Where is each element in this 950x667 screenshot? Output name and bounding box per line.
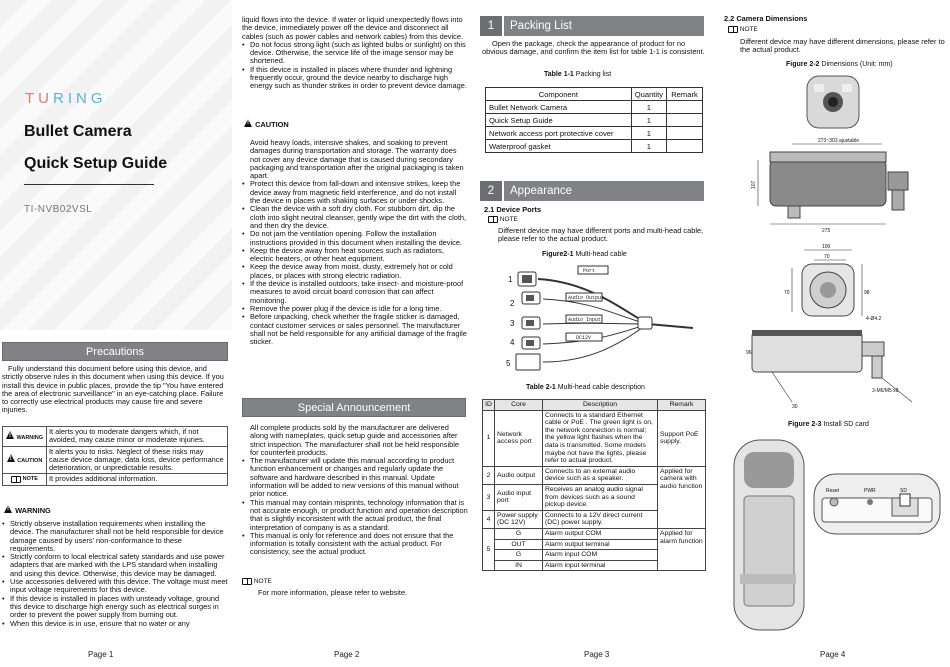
- precautions-banner: Precautions: [2, 342, 228, 361]
- caption-label: Figure2-1: [542, 251, 574, 258]
- signal-text: It alerts you to risks. Neglect of these risks may cause device damage, data loss, device performance deterioration, or unpredictable results.: [47, 446, 228, 474]
- list-item: All complete products sold by the manufacturer are delivered along with nameplates, quick setup guide and accessories after strict inspection. The manufacturer shall not be held responsible for counterfeit products.: [250, 423, 459, 457]
- section-header-packing-list: [480, 16, 704, 36]
- list-item: • When this device is in use, ensure that no water or any: [2, 620, 228, 628]
- warning-heading-text: WARNING: [15, 506, 51, 515]
- packing-list-table: [485, 87, 703, 153]
- caution-heading: [244, 119, 289, 129]
- list-item: • Strictly conform to local electrical safety standards and use power adapters that are marked with the LPS standard when installing and using this device. Otherwise, this device may be damaged.: [2, 553, 228, 578]
- table-cell: 4: [483, 510, 495, 528]
- list-item: • Keep the device away from moist, dusty, extremely hot or cold places, or places with strong electric radiation.: [242, 263, 468, 280]
- note-heading: [242, 578, 272, 585]
- multi-head-cable-diagram: [498, 262, 698, 374]
- caution-heading-text: CAUTION: [255, 120, 289, 129]
- column-header: Description: [543, 400, 658, 411]
- column-header: Core: [495, 400, 543, 411]
- list-item: • If this device is installed in places where thunder and lightning frequently occur, ground the device nearby to discharge high energy such as thunder strikes in order to prevent device damage.: [242, 66, 468, 91]
- dimension-label: 70: [784, 290, 790, 296]
- signal-row-note: [3, 474, 228, 485]
- table-row: [483, 528, 706, 539]
- list-item: • If the device is installed outdoors, take insect- and moisture-proof measures to avoid circuit board corrosion that can affect monitoring.: [242, 280, 468, 305]
- signal-label: NOTE: [22, 476, 38, 483]
- page-number: Page 2: [334, 650, 360, 659]
- figure-caption: [786, 61, 893, 68]
- table-cell: [667, 114, 703, 127]
- list-item: • Remove the power plug if the device is idle for a long time.: [242, 305, 468, 313]
- table-cell: Receives an analog audio signal from devices such as a sound pickup device.: [543, 484, 658, 510]
- table-cell: Network access port: [495, 410, 543, 466]
- signal-label-cell: [3, 474, 47, 485]
- column-header: Component: [486, 88, 632, 101]
- page-1: [0, 0, 232, 667]
- warning-list: [2, 520, 228, 628]
- list-item: • Strictly observe installation requirements when installing the device. The manufacturer shall not be held responsible for device damage caused by users' non-conformance to these requirements.: [2, 520, 228, 553]
- cable-label: Audio Output: [568, 295, 605, 301]
- special-announcement-banner: Special Announcement: [242, 398, 466, 417]
- table-cell: IN: [495, 560, 543, 571]
- note-label: NOTE: [253, 578, 272, 586]
- section-number: 1: [480, 16, 504, 36]
- precautions-intro: Fully understand this document before using this device, and strictly observe rules in this document when using this device. If you install this device in public places, provide the tip "You have entered the area of electronic surveillance" in an eye-catching place. Failure to correctly use electrical products may cause fire and severe injuries.: [2, 364, 224, 415]
- signal-word-table: [2, 426, 228, 486]
- note-label: NOTE: [499, 216, 518, 224]
- table-cell: 3: [483, 484, 495, 510]
- caption-label: Figure 2-2: [786, 61, 820, 68]
- signal-label: WARNING: [16, 434, 44, 441]
- signal-text: It alerts you to moderate dangers which, if not avoided, may cause minor or moderate injuries.: [47, 427, 228, 447]
- special-announcement-list: [242, 424, 468, 557]
- table-cell: Power supply (DC 12V): [495, 510, 543, 528]
- note-label: NOTE: [739, 26, 758, 34]
- figure-caption: [542, 251, 627, 258]
- table-row: [483, 466, 706, 484]
- sd-panel-label: SD: [900, 488, 907, 494]
- table-row: [483, 410, 706, 466]
- cable-number: 1: [508, 275, 513, 284]
- caption-text: Multi-head cable description: [555, 384, 645, 391]
- table-cell: Alarm output terminal: [543, 539, 658, 550]
- column-header: ID: [483, 400, 495, 411]
- packing-intro: Open the package, check the appearance of product for no obvious damage, and confirm the item list for table 1-1 is consistent.: [482, 39, 705, 57]
- page-number: Page 1: [88, 650, 114, 659]
- list-item: Avoid heavy loads, intensive shakes, and soaking to prevent damages during transportation and storage. The warranty does not cover any device damage that is caused during secondary packaging and transportation after the original packaging is taken apart.: [250, 138, 464, 181]
- table-cell: Support PoE supply.: [658, 410, 706, 466]
- model-number: TI-NVB02VSL: [24, 204, 93, 215]
- cable-label: DC12V: [576, 335, 592, 341]
- figure-caption: [788, 421, 869, 428]
- dimension-label: 273~303 ajustable: [818, 138, 860, 144]
- table-row: [486, 140, 703, 153]
- table-cell: G: [495, 550, 543, 561]
- table-cell: 1: [631, 140, 666, 153]
- table-cell: 5: [483, 528, 495, 570]
- sd-card: [900, 494, 910, 506]
- list-item: • Do not jam the ventilation opening. Follow the installation instructions provided in this document when installing the device.: [242, 230, 468, 247]
- table-cell: Connects to a 12V direct current (DC) power supply.: [543, 510, 658, 528]
- list-item: • Do not focus strong light (such as lighted bulbs or sunlight) on this device. Otherwise, the service life of the image sensor may be shortened.: [242, 41, 468, 66]
- cable-label: Port: [583, 268, 596, 274]
- section-title: Packing List: [510, 20, 573, 32]
- signal-row-warning: [3, 427, 228, 447]
- column-header: Remark: [667, 88, 703, 101]
- table-cell: Applied for alarm function: [658, 528, 706, 570]
- table-caption: [526, 384, 645, 391]
- brand-logo-rest: RING: [53, 90, 107, 107]
- table-cell: [667, 140, 703, 153]
- dimension-label: 275: [822, 228, 831, 234]
- alarm-terminal-block: [516, 354, 540, 370]
- table-cell: Connects to an external audio device such as a speaker.: [543, 466, 658, 484]
- note-heading: [488, 216, 518, 223]
- caption-text: Dimensions (Unit: mm): [819, 61, 893, 68]
- table-cell: 1: [483, 410, 495, 466]
- table-cell: 1: [631, 101, 666, 114]
- sd-card-install-drawing: [730, 434, 945, 640]
- list-item: • This manual may contain misprints, technology information that is not accurate enough, or product function and operation description that is slightly inconsistent with the actual product, the final interpretation of company is as a standard.: [242, 499, 468, 532]
- title-rule: [24, 184, 154, 185]
- brand-logo: [25, 90, 107, 107]
- list-item: • This manual is only for reference and does not ensure that the information is totally consistent with the actual product. For consistency, see the actual product.: [242, 532, 468, 557]
- section-header-appearance: [480, 181, 704, 201]
- note-icon: [728, 26, 738, 33]
- table-header-row: [486, 88, 703, 101]
- camera-dimension-drawing: [746, 72, 922, 412]
- list-item: • If this device is installed in places with unsteady voltage, ground this device to discharge high energy such as electrical surges in order to prevent the power supply from burning out.: [2, 595, 228, 620]
- caption-label: Table 1-1: [544, 71, 574, 78]
- list-item: • The manufacturer will update this manual according to product function enhancement or changes and regularly update the software and hardware described in this manual. Update information will be added to new versions of this manual without prior notice.: [242, 457, 468, 498]
- subsection-heading: 2.2 Camera Dimensions: [724, 14, 808, 23]
- table-cell: Bullet Network Camera: [486, 101, 632, 114]
- dimension-label: 107: [751, 180, 757, 189]
- warning-list-continued: [242, 16, 468, 91]
- cable-label: Audio Input: [568, 317, 602, 323]
- camera-front-view: [807, 76, 859, 128]
- table-cell: Audio input port: [495, 484, 543, 510]
- caption-text: Install SD card: [821, 421, 869, 428]
- note-icon: [11, 476, 21, 483]
- table-cell: 1: [631, 127, 666, 140]
- cable-number: 3: [510, 319, 515, 328]
- warning-heading: [4, 505, 51, 515]
- dimension-label: 4-Ø4.2: [866, 316, 882, 322]
- page-number: Page 3: [584, 650, 610, 659]
- list-item: • Clean the device with a soft dry cloth. For stubborn dirt, dip the cloth into slight neutral cleanser, gently wipe the dirt with the cloth, and then dry the device.: [242, 205, 468, 230]
- signal-row-caution: [3, 446, 228, 474]
- table-cell: Alarm input COM: [543, 550, 658, 561]
- warning-icon: [6, 431, 15, 439]
- table-caption: [544, 71, 611, 78]
- section-title: Appearance: [510, 185, 573, 197]
- column-header: Remark: [658, 400, 706, 411]
- sd-card-panel: [814, 474, 940, 534]
- caption-text: Multi-head cable: [573, 251, 627, 258]
- caution-icon: [244, 119, 253, 127]
- page-2: [238, 0, 470, 667]
- table-cell: Quick Setup Guide: [486, 114, 632, 127]
- table-cell: Audio output: [495, 466, 543, 484]
- table-cell: Alarm input terminal: [543, 560, 658, 571]
- dimension-label: 100: [822, 244, 831, 250]
- dimension-label: 30: [792, 404, 798, 410]
- page-3: [480, 0, 712, 667]
- table-cell: [667, 101, 703, 114]
- brand-logo-prefix: TU: [25, 90, 53, 107]
- section-number: 2: [480, 181, 504, 201]
- caution-list: [242, 139, 468, 346]
- note-icon: [488, 216, 498, 223]
- sd-panel-label: PWR: [864, 488, 876, 494]
- caption-label: Figure 2-3: [788, 421, 822, 428]
- note-icon: [242, 578, 252, 585]
- page-number: Page 4: [820, 650, 846, 659]
- caption-label: Table 2-1: [526, 384, 556, 391]
- cable-number: 5: [506, 359, 511, 368]
- camera-side-view: [758, 144, 908, 224]
- column-header: Quantity: [631, 88, 666, 101]
- cable-description-table: [482, 399, 706, 571]
- dimension-label: 70: [824, 254, 830, 260]
- note-heading: [728, 26, 758, 33]
- power-led: [867, 499, 873, 505]
- caption-text: Packing list: [573, 71, 612, 78]
- sd-panel-label: Reset: [826, 488, 840, 494]
- dimension-label: 96: [746, 350, 752, 356]
- signal-label-cell: [3, 446, 47, 474]
- table-cell: Network access port protective cover: [486, 127, 632, 140]
- subsection-heading: 2.1 Device Ports: [484, 205, 542, 214]
- dimension-label: 3-M6/M5 x8: [872, 388, 899, 394]
- table-cell: OUT: [495, 539, 543, 550]
- dimension-label: 98: [864, 290, 870, 296]
- table-row: [486, 127, 703, 140]
- list-item: • Protect this device from fall-down and intensive strikes, keep the device away from magnetic field interference, and do not install the device in places with shaking surfaces or under shocks.: [242, 180, 468, 205]
- table-row: [486, 101, 703, 114]
- list-item: liquid flows into the device. If water or liquid unexpectedly flows into the device, immediately power off the device and disconnect all cables (such as power cables and network cables) from this device.: [242, 15, 464, 41]
- warning-icon: [4, 505, 13, 513]
- signal-label: CAUTION: [17, 458, 43, 465]
- signal-label-cell: [3, 427, 47, 447]
- table-cell: Applied for camera with audio function: [658, 466, 706, 528]
- table-cell: 2: [483, 466, 495, 484]
- camera-body-front: [734, 440, 804, 630]
- cable-number: 2: [510, 299, 515, 308]
- table-cell: Alarm output COM: [543, 528, 658, 539]
- table-row: [486, 114, 703, 127]
- table-cell: 1: [631, 114, 666, 127]
- title-line-1: Bullet Camera: [24, 123, 132, 140]
- dimensions-note-text: Different device may have different dimensions, please refer to the actual product.: [740, 37, 945, 55]
- table-cell: [667, 127, 703, 140]
- table-cell: G: [495, 528, 543, 539]
- signal-text: It provides additional information.: [47, 474, 228, 485]
- table-cell: Waterproof gasket: [486, 140, 632, 153]
- note-text: For more information, please refer to website.: [258, 588, 408, 597]
- list-item: • Use accessories delivered with this device. The voltage must meet input voltage requirements for this device.: [2, 578, 228, 595]
- caution-icon: [7, 454, 16, 462]
- list-item: • Before unpacking, check whether the fragile sticker is damaged, contact customer services or sales personnel. The manufacturer shall not be held responsible for any artificial damage of the fragile sticker.: [242, 313, 468, 346]
- table-cell: Connects to a standard Ethernet cable or PoE . The green light is on, the network connection is normal; the yellow light flashes when the data is transmitted. Some models maybe not have the lights, please refer to actual product.: [543, 410, 658, 466]
- title-line-2: Quick Setup Guide: [24, 155, 168, 172]
- cable-number: 4: [510, 338, 515, 347]
- cable-junction: [638, 317, 652, 329]
- reset-button[interactable]: [830, 498, 838, 506]
- page-4: [722, 0, 950, 667]
- ports-note-text: Different device may have different ports and multi-head cable, please refer to the actual product.: [498, 226, 704, 244]
- list-item: • Keep the device away from heat sources such as radiators, electric heaters, or other heat equipment.: [242, 247, 468, 264]
- table-header-row: [483, 400, 706, 411]
